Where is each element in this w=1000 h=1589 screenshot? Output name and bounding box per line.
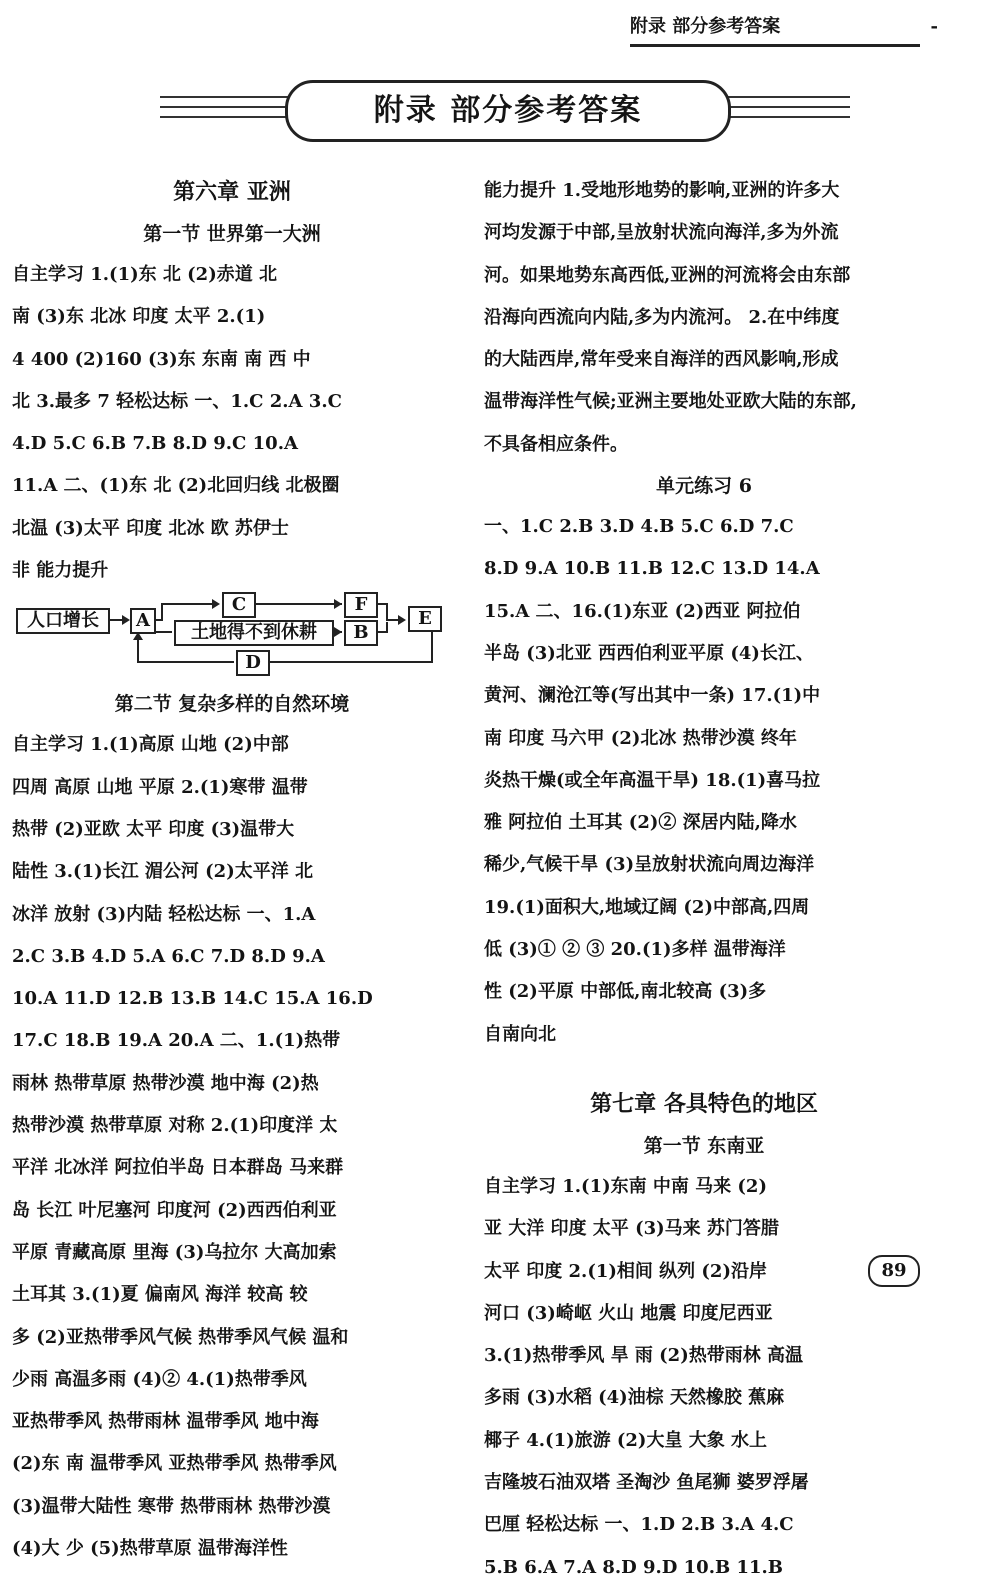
answer-line: 2.C 3.B 4.D 5.A 6.C 7.D 8.D 9.A <box>12 945 325 967</box>
answer-line: 一、1.C 2.B 3.D 4.B 5.C 6.D 7.C <box>484 516 794 538</box>
title-banner <box>160 80 850 140</box>
chapter-7-title: 第七章 各具特色的地区 <box>590 1090 818 1117</box>
answer-line: 亚 大洋 印度 太平 (3)马来 苏门答腊 <box>484 1218 779 1240</box>
flow-diagram <box>12 594 452 678</box>
diagram-box-a: A <box>130 608 156 634</box>
diagram-box-no-fallow: 土地得不到休耕 <box>174 620 334 646</box>
unit-exercise-title: 单元练习 6 <box>656 475 752 498</box>
chapter-6-title: 第六章 亚洲 <box>173 179 291 205</box>
answer-line: 多 (2)亚热带季风气候 热带季风气候 温和 <box>12 1326 349 1348</box>
answer-line: 巴厘 轻松达标 一、1.D 2.B 3.A 4.C <box>484 1514 794 1536</box>
answer-line: 8.D 9.A 10.B 11.B 12.C 13.D 14.A <box>484 558 820 580</box>
section-southeast-asia-title: 第一节 东南亚 <box>643 1134 765 1157</box>
answer-line: 太平 印度 2.(1)相间 纵列 (2)沿岸 <box>484 1260 767 1282</box>
answer-line: 吉隆坡石油双塔 圣淘沙 鱼尾狮 婆罗浮屠 <box>484 1472 809 1494</box>
answer-line: (2)东 南 温带季风 亚热带季风 热带季风 <box>12 1453 337 1475</box>
answer-line: 自主学习 1.(1)东 北 (2)赤道 北 <box>12 264 277 285</box>
answer-line: 椰子 4.(1)旅游 (2)大皇 大象 水上 <box>484 1429 767 1451</box>
section-1-answers <box>12 254 452 592</box>
answer-line: 河均发源于中部,呈放射状流向海洋,多为外流 <box>484 222 839 244</box>
answer-line: 稀少,气候干旱 (3)呈放射状流向周边海洋 <box>484 854 815 876</box>
answer-line: 冰洋 放射 (3)内陆 轻松达标 一、1.A <box>12 903 316 925</box>
answer-line: 自主学习 1.(1)东南 中南 马来 (2) <box>484 1175 767 1197</box>
answer-line: 不具备相应条件。 <box>484 433 628 455</box>
answer-line: 北 3.最多 7 轻松达标 一、1.C 2.A 3.C <box>12 390 342 412</box>
answer-line: 自主学习 1.(1)高原 山地 (2)中部 <box>12 734 289 756</box>
diagram-box-f: F <box>344 592 378 618</box>
answer-line: 多雨 (3)水稻 (4)油棕 天然橡胶 蕉麻 <box>484 1387 785 1409</box>
answer-line: 17.C 18.B 19.A 20.A 二、1.(1)热带 <box>12 1030 341 1052</box>
answer-line: 热带沙漠 热带草原 对称 2.(1)印度洋 太 <box>12 1115 338 1137</box>
answer-line: 亚热带季风 热带雨林 温带季风 地中海 <box>12 1411 319 1433</box>
answer-line: 少雨 高温多雨 (4)② 4.(1)热带季风 <box>12 1368 307 1390</box>
left-column <box>12 170 452 1570</box>
answer-line: 黄河、澜沧江等(写出其中一条) 17.(1)中 <box>484 685 821 707</box>
answer-line: 5.B 6.A 7.A 8.D 9.D 10.B 11.B <box>484 1556 783 1578</box>
answer-line: 15.A 二、16.(1)东亚 (2)西亚 阿拉伯 <box>484 600 801 622</box>
answer-line: 雅 阿拉伯 土耳其 (2)② 深居内陆,降水 <box>484 812 797 834</box>
answer-line: 温带海洋性气候;亚洲主要地处亚欧大陆的东部, <box>484 391 857 413</box>
section-southeast-asia-answers <box>484 1166 924 1589</box>
diagram-box-b: B <box>344 620 378 646</box>
answer-line: (3)温带大陆性 寒带 热带雨林 热带沙漠 <box>12 1495 331 1517</box>
answer-line: 河。如果地势东高西低,亚洲的河流将会由东部 <box>484 264 851 286</box>
diagram-box-d: D <box>236 650 270 676</box>
answer-line: 平洋 北冰洋 阿拉伯半岛 日本群岛 马来群 <box>12 1157 344 1179</box>
answer-line: 低 (3)① ② ③ 20.(1)多样 温带海洋 <box>484 939 786 961</box>
diagram-box-population-growth: 人口增长 <box>16 608 110 634</box>
answer-line: 3.(1)热带季风 旱 雨 (2)热带雨林 高温 <box>484 1345 803 1367</box>
answer-line: 南 印度 马六甲 (2)北冰 热带沙漠 终年 <box>484 727 797 749</box>
answer-line: 4.D 5.C 6.B 7.B 8.D 9.C 10.A <box>12 433 298 455</box>
answer-line: 北温 (3)太平 印度 北冰 欧 苏伊士 <box>12 517 289 539</box>
answer-line: 的大陆西岸,常年受来自海洋的西风影响,形成 <box>484 349 839 371</box>
banner-title: 附录 部分参考答案 <box>285 80 731 142</box>
section-2-title: 第二节 复杂多样的自然环境 <box>114 693 350 716</box>
answer-line: 沿海向西流向内陆,多为内流河。 2.在中纬度 <box>484 306 840 328</box>
answer-line: 性 (2)平原 中部低,南北较高 (3)多 <box>484 981 767 1003</box>
answer-line: 能力提升 1.受地形地势的影响,亚洲的许多大 <box>484 180 840 201</box>
section-1-title: 第一节 世界第一大洲 <box>143 223 321 245</box>
unit-exercise-answers <box>484 506 924 1056</box>
answer-line: 10.A 11.D 12.B 13.B 14.C 15.A 16.D <box>12 988 373 1010</box>
answer-line: 平原 青藏高原 里海 (3)乌拉尔 大高加索 <box>12 1241 337 1263</box>
running-header-title: 附录 部分参考答案 <box>630 16 781 37</box>
right-column <box>484 170 924 1589</box>
running-header-mark: - <box>930 16 938 37</box>
answer-line: 11.A 二、(1)东 北 (2)北回归线 北极圈 <box>12 475 340 497</box>
answer-line: 河口 (3)崎岖 火山 地震 印度尼西亚 <box>484 1302 773 1324</box>
answer-line: 4 400 (2)160 (3)东 东南 南 西 中 <box>12 348 311 370</box>
page-number: 89 <box>868 1255 920 1287</box>
answer-line: 四周 高原 山地 平原 2.(1)寒带 温带 <box>12 776 308 798</box>
answer-line: 热带 (2)亚欧 太平 印度 (3)温带大 <box>12 818 295 840</box>
answer-line: 陆性 3.(1)长江 湄公河 (2)太平洋 北 <box>12 861 313 883</box>
running-header <box>630 10 938 47</box>
answer-line: 半岛 (3)北亚 西西伯利亚平原 (4)长江、 <box>484 642 814 664</box>
answer-line: 土耳其 3.(1)夏 偏南风 海洋 较高 较 <box>12 1284 308 1306</box>
answer-line: 自南向北 <box>484 1023 556 1045</box>
section-2-answers <box>12 724 452 1570</box>
diagram-box-e: E <box>408 606 442 632</box>
answer-line: 19.(1)面积大,地域辽阔 (2)中部高,四周 <box>484 896 810 918</box>
diagram-box-c: C <box>222 592 256 618</box>
answer-line: (4)大 少 (5)热带草原 温带海洋性 <box>12 1538 288 1560</box>
ability-improvement-answers <box>484 170 924 466</box>
answer-line: 非 能力提升 <box>12 560 109 582</box>
answer-line: 炎热干燥(或全年高温干旱) 18.(1)喜马拉 <box>484 769 821 791</box>
answer-line: 岛 长江 叶尼塞河 印度河 (2)西西伯利亚 <box>12 1199 337 1221</box>
answer-line: 南 (3)东 北冰 印度 太平 2.(1) <box>12 306 266 328</box>
answer-line: 雨林 热带草原 热带沙漠 地中海 (2)热 <box>12 1072 319 1094</box>
